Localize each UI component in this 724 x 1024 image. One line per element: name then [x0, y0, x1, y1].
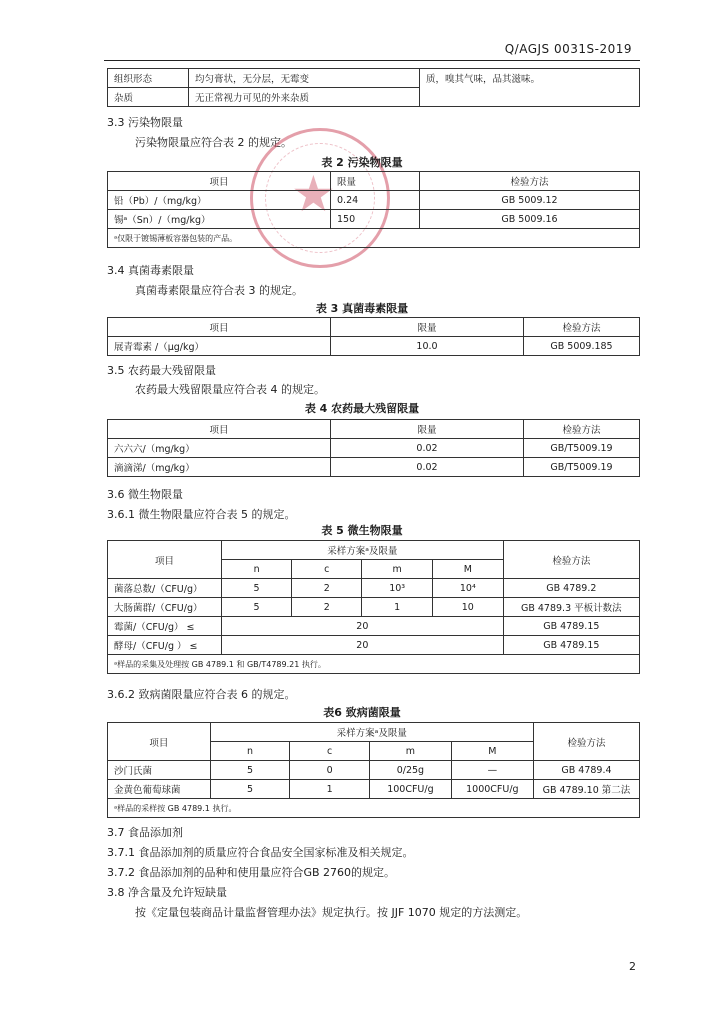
cell: 铅（Pb）/（mg/kg）	[108, 191, 331, 210]
cell: 霉菌/（CFU/g） ≤	[108, 617, 222, 636]
section-text: 农药最大残留限量应符合表 4 的规定。	[135, 383, 325, 396]
cell: 100CFU/g	[370, 780, 452, 799]
section-heading: 3.6 微生物限量	[107, 488, 183, 501]
subsection-text: 3.6.1 微生物限量应符合表 5 的规定。	[107, 508, 296, 521]
cell: GB 4789.2	[503, 579, 639, 598]
cell: 10	[432, 598, 503, 617]
cell: 沙门氏菌	[108, 761, 211, 780]
section-heading: 3.5 农药最大残留限量	[107, 364, 216, 377]
col-header: 采样方案ᵃ及限量	[210, 723, 533, 742]
table-note: ᵃ仅限于镀锡薄板容器包装的产品。	[108, 229, 640, 248]
row-value: 无正常视力可见的外来杂质	[189, 88, 420, 107]
row-label: 杂质	[108, 88, 189, 107]
pesticide-table	[107, 419, 640, 477]
pathogen-table	[107, 722, 640, 818]
contaminant-table	[107, 171, 640, 248]
cell: GB 5009.12	[420, 191, 640, 210]
subsection-text: 3.6.2 致病菌限量应符合表 6 的规定。	[107, 688, 296, 701]
col-header: 项目	[108, 723, 211, 761]
sub-header: c	[292, 560, 362, 579]
section-heading: 3.7 食品添加剂	[107, 826, 183, 839]
table-caption: 表 3 真菌毒素限量	[315, 302, 409, 315]
section-heading: 3.3 污染物限量	[107, 116, 183, 129]
cell: 5	[210, 761, 290, 780]
col-header: 检验方法	[524, 420, 640, 439]
page-number: 2	[629, 960, 636, 973]
cell: 0.02	[331, 458, 524, 477]
col-header: 限量	[331, 172, 420, 191]
col-header: 检验方法	[524, 318, 640, 337]
col-header: 项目	[108, 172, 331, 191]
cell: 5	[222, 579, 292, 598]
seal-star-icon: ★	[291, 165, 336, 223]
cell: 2	[292, 598, 362, 617]
row-value: 均匀膏状，无分层，无霉变	[189, 69, 420, 88]
sub-header: M	[432, 560, 503, 579]
table-caption: 表 2 污染物限量	[321, 156, 403, 169]
col-header: 限量	[331, 420, 524, 439]
table-caption: 表 5 微生物限量	[321, 524, 403, 537]
sub-header: M	[451, 742, 533, 761]
cell: 5	[210, 780, 290, 799]
col-header: 限量	[331, 318, 524, 337]
table-caption: 表 4 农药最大残留限量	[304, 402, 420, 415]
col-header: 采样方案ᵃ及限量	[222, 541, 504, 560]
section-text: 按《定量包装商品计量监督管理办法》规定执行。按 JJF 1070 规定的方法测定。	[135, 906, 528, 919]
col-header: 检验方法	[420, 172, 640, 191]
table-caption: 表6 致病菌限量	[323, 706, 401, 719]
cell: 展青霉素 /（μg/kg）	[108, 337, 331, 356]
cell: 10.0	[331, 337, 524, 356]
cell: 150	[331, 210, 420, 229]
cell: 2	[292, 579, 362, 598]
section-text: 污染物限量应符合表 2 的规定。	[135, 136, 292, 149]
cell: 1000CFU/g	[451, 780, 533, 799]
cell: 10³	[362, 579, 433, 598]
cell: GB 4789.4	[533, 761, 639, 780]
sensory-table-continued	[107, 68, 640, 107]
cell: GB/T5009.19	[524, 439, 640, 458]
cell: 0.24	[331, 191, 420, 210]
cell: 10⁴	[432, 579, 503, 598]
cell: 酵母/（CFU/g ） ≤	[108, 636, 222, 655]
sub-header: n	[222, 560, 292, 579]
row-method: 质，嗅其气味，品其滋味。	[420, 69, 640, 107]
mycotoxin-table	[107, 317, 640, 356]
table-note: ᵃ样品的采集及处理按 GB 4789.1 和 GB/T4789.21 执行。	[108, 655, 640, 674]
sub-header: m	[370, 742, 452, 761]
cell: GB 4789.15	[503, 636, 639, 655]
cell: 1	[290, 780, 370, 799]
cell: GB 4789.10 第二法	[533, 780, 639, 799]
cell: GB 4789.3 平板计数法	[503, 598, 639, 617]
table-note: ᵃ样品的采样按 GB 4789.1 执行。	[108, 799, 640, 818]
sub-header: c	[290, 742, 370, 761]
cell: GB 4789.15	[503, 617, 639, 636]
row-label: 组织形态	[108, 69, 189, 88]
col-header: 项目	[108, 420, 331, 439]
section-heading: 3.4 真菌毒素限量	[107, 264, 194, 277]
sub-header: m	[362, 560, 433, 579]
sub-header: n	[210, 742, 290, 761]
cell: —	[451, 761, 533, 780]
cell: GB 5009.185	[524, 337, 640, 356]
col-header: 检验方法	[503, 541, 639, 579]
header-rule	[104, 60, 640, 61]
col-header: 项目	[108, 318, 331, 337]
cell: 滴滴涕/（mg/kg）	[108, 458, 331, 477]
document-code: Q/AGJS 0031S-2019	[504, 42, 632, 56]
cell: 0	[290, 761, 370, 780]
cell: 1	[362, 598, 433, 617]
subsection-text: 3.7.1 食品添加剂的质量应符合食品安全国家标准及相关规定。	[107, 846, 414, 859]
section-heading: 3.8 净含量及允许短缺量	[107, 886, 227, 899]
cell: GB/T5009.19	[524, 458, 640, 477]
cell: 0/25g	[370, 761, 452, 780]
cell: GB 5009.16	[420, 210, 640, 229]
cell: 菌落总数/（CFU/g）	[108, 579, 222, 598]
section-text: 真菌毒素限量应符合表 3 的规定。	[135, 284, 303, 297]
col-header: 项目	[108, 541, 222, 579]
microbial-table	[107, 540, 640, 674]
cell: 大肠菌群/（CFU/g）	[108, 598, 222, 617]
cell: 锡ᵃ（Sn）/（mg/kg）	[108, 210, 331, 229]
col-header: 检验方法	[533, 723, 639, 761]
cell: 0.02	[331, 439, 524, 458]
cell: 20	[222, 636, 504, 655]
cell: 20	[222, 617, 504, 636]
subsection-text: 3.7.2 食品添加剂的品种和使用量应符合GB 2760的规定。	[107, 866, 396, 879]
cell: 六六六/（mg/kg）	[108, 439, 331, 458]
cell: 5	[222, 598, 292, 617]
cell: 金黄色葡萄球菌	[108, 780, 211, 799]
